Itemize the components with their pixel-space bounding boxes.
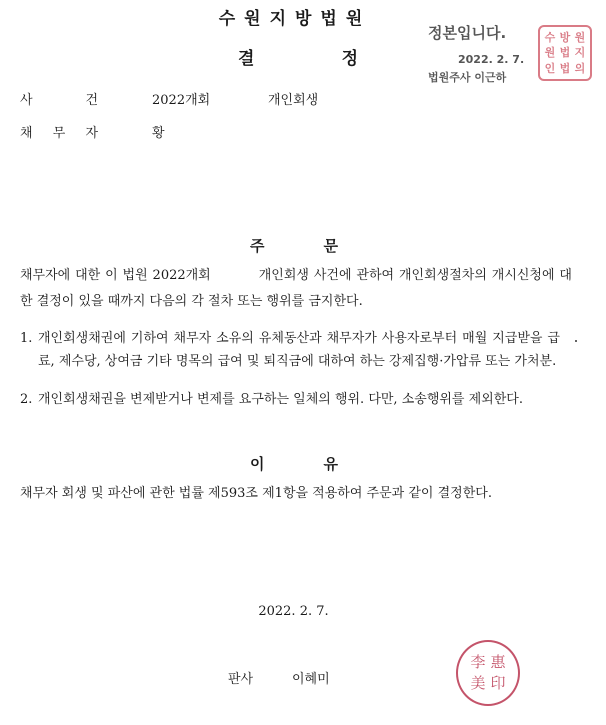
reason-heading: 이 유	[250, 455, 338, 473]
document-type-char: 결	[238, 49, 255, 69]
case-number: 2022개회	[152, 93, 211, 108]
seal-char: 법	[559, 62, 571, 76]
court-name: 수원지방법원	[218, 9, 372, 29]
seal-char: 惠	[490, 653, 506, 671]
judge-title: 판사	[228, 672, 254, 687]
seal-char: 방	[559, 30, 571, 44]
order-heading: 주 문	[250, 237, 338, 255]
list-item	[20, 327, 560, 373]
case-label: 사 건	[20, 93, 98, 108]
list-item	[20, 388, 560, 411]
order-paragraph-part: 개인회생 사건에 관하여 개인회생절차의 개시신청에 대한 결정이 있을 때까지 다음의 각 절차 또는 행위를 금지한다.	[20, 268, 572, 309]
judge-seal-icon	[456, 640, 520, 706]
seal-char: 印	[490, 674, 506, 692]
seal-char: 지	[574, 46, 586, 60]
seal-char: 원	[574, 30, 586, 44]
order-paragraph	[20, 263, 572, 315]
seal-char: 인	[544, 62, 556, 76]
certifying-officer: 법원주사 이근하	[428, 71, 507, 84]
list-item-text: 개인회생채권을 변제받거나 변제를 요구하는 일체의 행위. 다만, 소송행위를 제외한다.	[38, 392, 523, 407]
court-seal-stamp-icon	[538, 25, 592, 81]
debtor-label: 채 무 자	[20, 126, 98, 141]
decision-date: 2022. 2. 7.	[258, 604, 329, 619]
case-type: 개인회생	[268, 93, 319, 108]
list-item-number: 2.	[20, 392, 33, 407]
document-type-char: 정	[341, 49, 358, 69]
certified-copy-label: 정본입니다.	[428, 24, 507, 42]
seal-char: 수	[544, 30, 556, 44]
order-paragraph-part: 채무자에 대한 이 법원 2022개회	[20, 268, 211, 283]
reason-paragraph: 채무자 회생 및 파산에 관한 법률 제593조 제1항을 적용하여 주문과 같이 결정한다.	[20, 486, 492, 501]
seal-char: 의	[574, 62, 586, 76]
document-type-title	[238, 44, 358, 69]
seal-char: 원	[544, 46, 556, 60]
list-item-number: 1.	[20, 331, 33, 346]
stray-dot	[575, 340, 577, 342]
certification-date: 2022. 2. 7.	[458, 53, 525, 66]
list-item-text: 개인회생채권에 기하여 채무자 소유의 유체동산과 채무자가 사용자로부터 매월 지급받을 급료, 제수당, 상여금 기타 명목의 급여 및 퇴직금에 대하여 하는 강제집행·가압류 또는 가처분.	[38, 331, 560, 369]
seal-char: 법	[559, 46, 571, 60]
seal-char: 李	[470, 653, 486, 671]
seal-char: 美	[470, 674, 486, 692]
judge-name: 이혜미	[292, 672, 330, 687]
debtor-name: 황	[152, 126, 165, 141]
